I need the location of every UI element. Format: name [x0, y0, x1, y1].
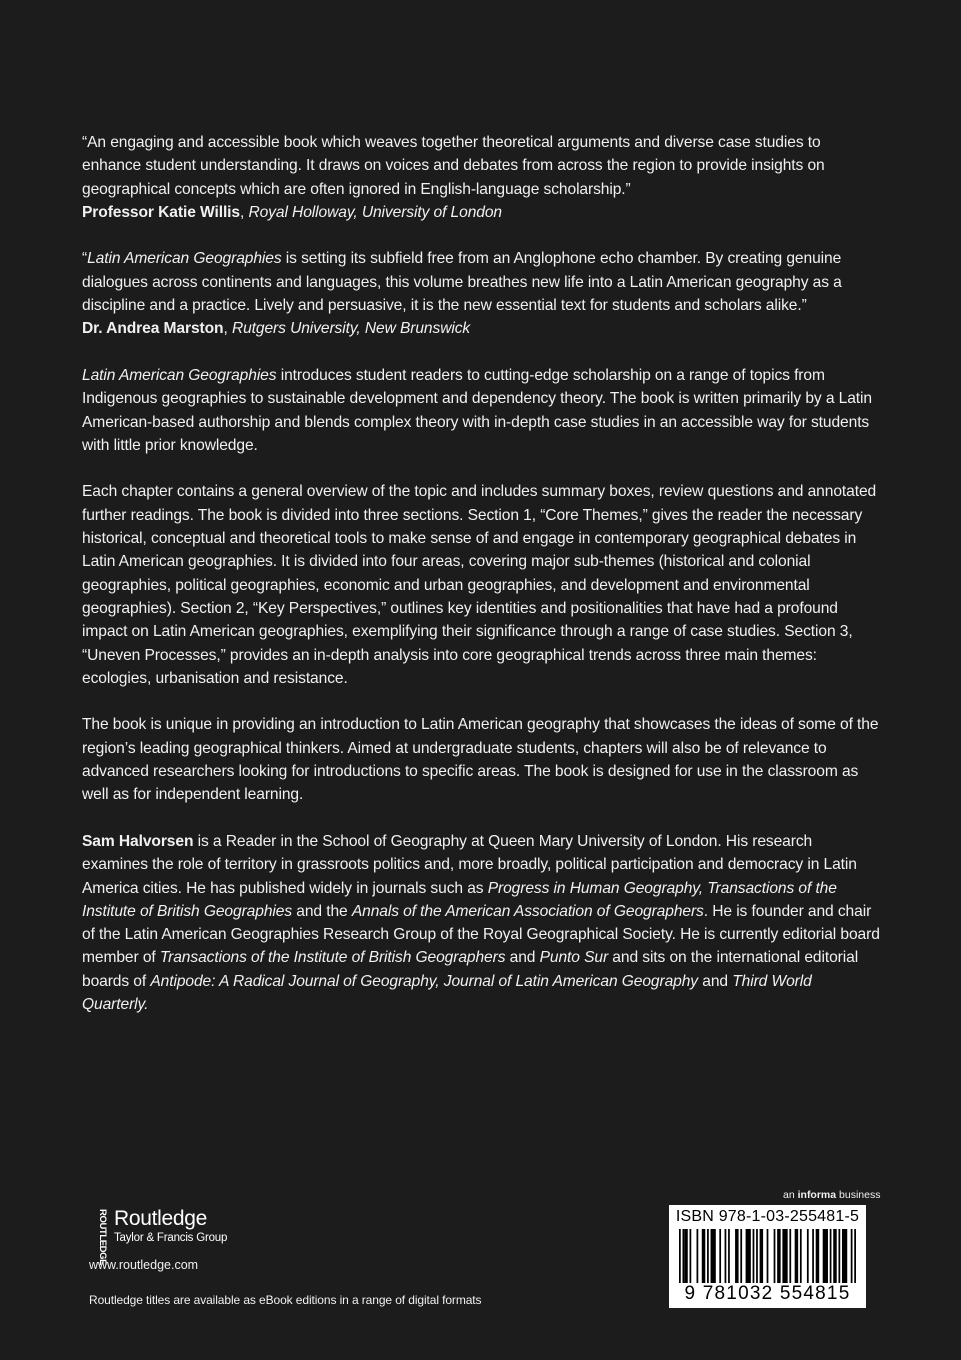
- informa-business-note: an informa business: [783, 1189, 881, 1201]
- description-paragraph-1: Latin American Geographies introduces student readers to cutting-edge scholarship on a range of topics from Indigenous geographies to sustainable development and dependency theory. The book is written primarily by a Latin American-based authorship and blends complex theory with in-depth case studies in an accessible way for students with little prior knowledge.: [82, 366, 872, 454]
- barcode-bar: [753, 1229, 755, 1283]
- author-bio: Sam Halvorsen is a Reader in the School of Geography at Queen Mary University of London. His research examines the role of territory in grassroots politics and, more broadly, political participation and democracy in Latin America cities. He has published widely in journals such as Progress in Human Geography, Transactions of the Institute of British Geographies and the Annals of the American Association of Geographers. He is founder and chair of the Latin American Geographies Research Group of the Royal Geographical Society. He is currently editorial board member of Transactions of the Institute of British Geographers and Punto Sur and sits on the international editorial boards of Antipode: A Radical Journal of Geography, Journal of Latin American Geography and Third World Quarterly.: [82, 832, 880, 1013]
- barcode-bar: [774, 1229, 776, 1283]
- barcode-bar: [851, 1229, 853, 1283]
- publisher-subtitle: Taylor & Francis Group: [114, 1232, 228, 1244]
- barcode-bar: [756, 1229, 758, 1283]
- barcode-bar: [807, 1229, 809, 1283]
- routledge-vertical-mark: [86, 1207, 108, 1266]
- author-name: Sam Halvorsen: [82, 832, 194, 850]
- ebook-note: Routledge titles are available as eBook editions in a range of digital formats: [89, 1293, 482, 1307]
- barcode-bar: [702, 1229, 706, 1283]
- barcode-bar: [833, 1229, 837, 1283]
- isbn-digits: 9 781032 554815: [684, 1283, 851, 1304]
- barcode-bar: [760, 1229, 764, 1283]
- barcode-bar: [830, 1229, 832, 1283]
- barcode-bar: [854, 1229, 856, 1283]
- quote-author: Professor Katie Willis: [82, 203, 240, 221]
- barcode-bar: [746, 1229, 751, 1283]
- isbn-barcode: [669, 1205, 866, 1308]
- barcode-bars: [679, 1229, 856, 1285]
- barcode-bar: [816, 1229, 820, 1283]
- barcode-bar: [707, 1229, 709, 1283]
- barcode-bar: [697, 1229, 699, 1283]
- barcode-bar: [812, 1229, 814, 1283]
- publisher-url: www.routledge.com: [89, 1258, 199, 1272]
- quote-marston: [82, 247, 882, 340]
- description-paragraph-3: The book is unique in providing an introduction to Latin American geography that showcases the ideas of some of the region’s leading geographical thinkers. Aimed at undergraduate students, chapters will also be of relevance to advanced researchers looking for introductions to specific areas. The book is designed for use in the classroom as well as for independent learning.: [82, 716, 879, 804]
- quote-text: “An engaging and accessible book which weaves together theoretical arguments and diverse case studies to enhance student understanding. It draws on voices and debates from across the region to provide insights on geographical concepts which are often ignored in English-language scholarship.”: [82, 134, 825, 198]
- logo-wordmark: [114, 1207, 227, 1246]
- vertical-mark-text: ROUTLEDGE: [97, 1209, 108, 1266]
- barcode-bar: [842, 1229, 847, 1283]
- barcode-bar: [782, 1229, 787, 1283]
- barcode-bar: [735, 1229, 739, 1283]
- barcode-bar: [728, 1229, 730, 1283]
- barcode-bar: [683, 1229, 685, 1283]
- barcode-bar: [719, 1229, 721, 1283]
- barcode-bar: [684, 1229, 688, 1283]
- barcode-bar: [690, 1229, 692, 1283]
- back-cover-text: [82, 131, 882, 1040]
- quote-book-title: Latin American Geographies: [87, 250, 282, 268]
- barcode-bar: [767, 1229, 769, 1283]
- barcode-bar: [740, 1229, 742, 1283]
- publisher-name: Routledge: [114, 1207, 208, 1230]
- quote-affiliation: Royal Holloway, University of London: [248, 203, 502, 221]
- quote-attribution: Dr. Andrea Marston, Rutgers University, New Brunswick: [82, 320, 471, 338]
- open-quote: “: [82, 250, 88, 268]
- isbn-label: ISBN 978-1-03-255481-5: [675, 1208, 860, 1225]
- description-paragraph-2: Each chapter contains a general overview of the topic and includes summary boxes, review questions and annotated further readings. The book is divided into three sections. Section 1, “Core Themes,” gives the reader the necessary historical, conceptual and theoretical tools to make sense of and engage in contemporary geographical debates in Latin American geographies. It is divided into four areas, covering major sub-themes (historical and colonial geographies, political geographies, economic and urban geographies, and development and environmental geographies). Section 2, “Key Perspectives,” outlines key identities and positionalities that have had a profound impact on Latin American geographies, exemplifying their significance through a range of case studies. Section 3, “Uneven Processes,” provides an in-depth analysis into core geographical trends across three main themes: ecologies, urbanisation and resistance.: [82, 483, 877, 687]
- book-title: Latin American Geographies: [82, 366, 277, 384]
- barcode-bar: [777, 1229, 781, 1283]
- barcode-bar: [679, 1229, 681, 1283]
- barcode-bar: [800, 1229, 802, 1283]
- barcode-bar: [823, 1229, 828, 1283]
- barcode-bar: [789, 1229, 791, 1283]
- quote-text: is setting its subfield free from an Anglophone echo chamber. By creating genuine dialogues across continents and languages, this volume breathes new life into a Latin American geography as a discipline and a practice. Lively and persuasive, it is the new essential text for students and scholars alike.”: [82, 250, 842, 315]
- quote-willis: [82, 131, 882, 224]
- barcode-bar: [711, 1229, 716, 1283]
- barcode-bar: [838, 1229, 840, 1283]
- quote-affiliation: Rutgers University, New Brunswick: [231, 320, 471, 338]
- quote-author: Dr. Andrea Marston: [82, 320, 224, 338]
- quote-attribution: Professor Katie Willis, Royal Holloway, University of London: [82, 203, 502, 221]
- barcode-bar: [725, 1229, 727, 1283]
- barcode-bar: [795, 1229, 799, 1283]
